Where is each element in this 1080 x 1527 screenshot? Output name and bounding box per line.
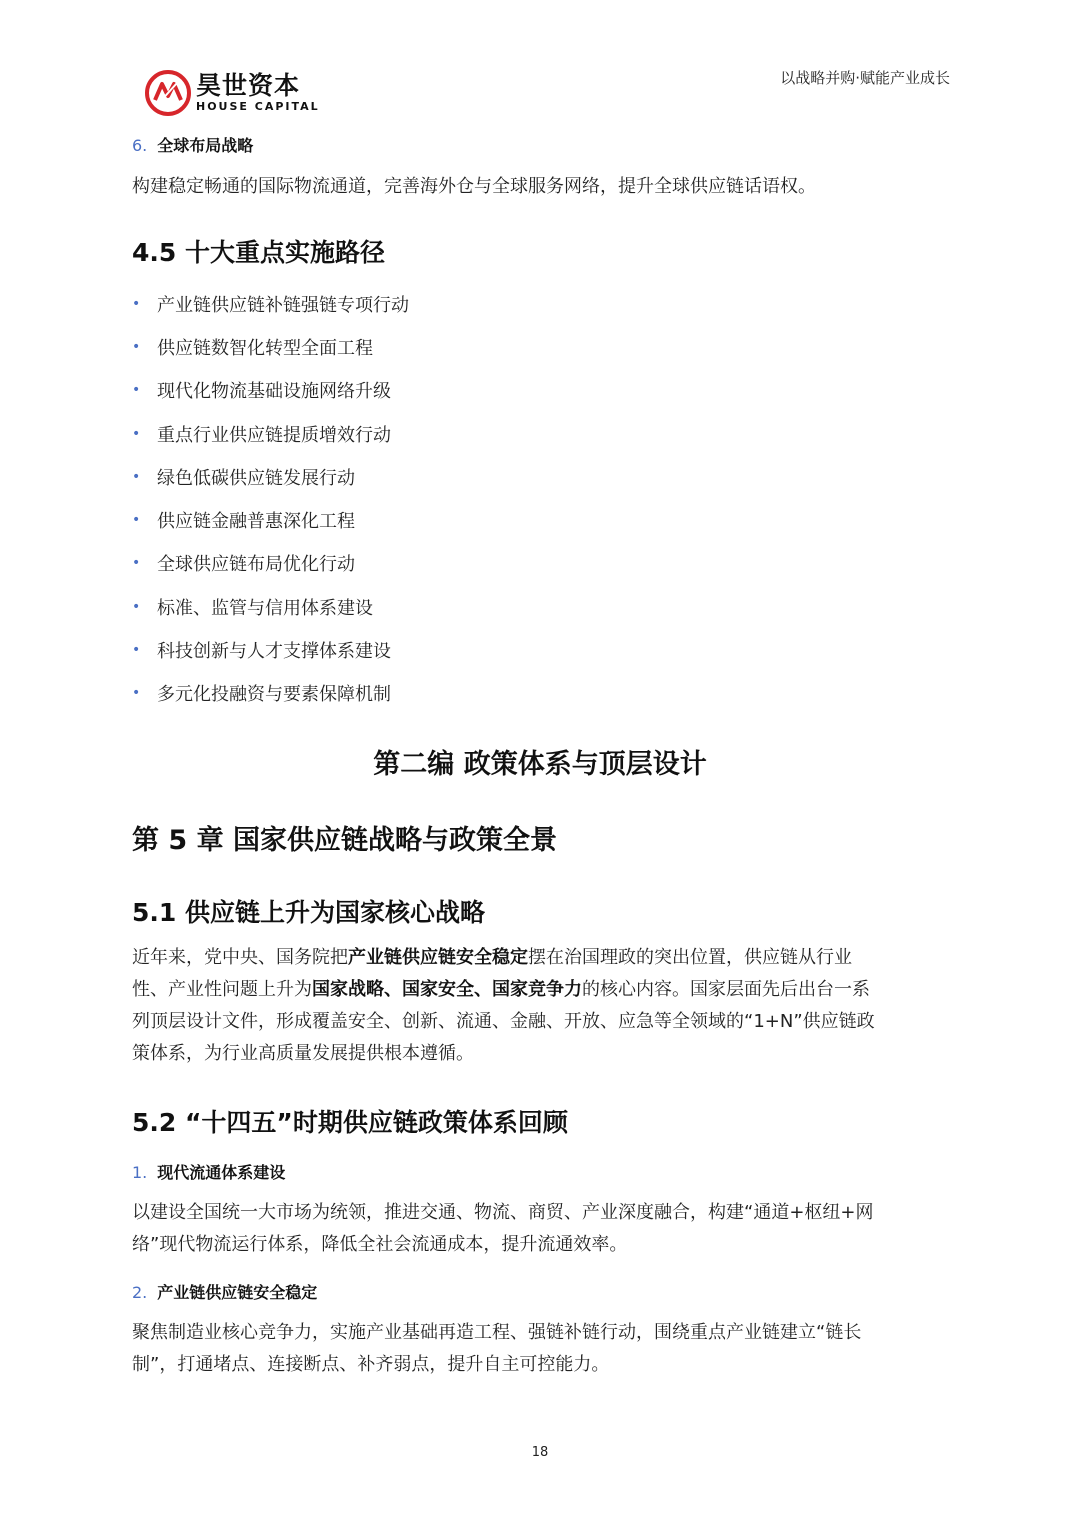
bullet-icon: • [132, 295, 141, 312]
bold-phrase: 国家战略、国家安全、国家竞争力 [312, 979, 582, 1000]
bullet-icon: • [132, 642, 141, 659]
bullet-icon: • [132, 468, 141, 485]
list-item: • 标准、监管与信用体系建设 [132, 597, 373, 619]
paragraph-line: 列顶层设计文件，形成覆盖安全、创新、流通、金融、开放、应急等全领域的“1+N”供应链政 [132, 1011, 875, 1032]
numbered-heading-6 [132, 133, 253, 156]
list-item: • 全球供应链布局优化行动 [132, 554, 355, 576]
paragraph-sec6: 构建稳定畅通的国际物流通道，完善海外仓与全球服务网络，提升全球供应链话语权。 [132, 176, 816, 197]
page-number: 18 [531, 1445, 549, 1460]
bullet-icon: • [132, 685, 141, 702]
header-slogan: 以战略并购·赋能产业成长 [780, 69, 950, 87]
list-item: • 现代化物流基础设施网络升级 [132, 381, 391, 403]
heading-number: 6. [132, 136, 148, 155]
bullet-list [132, 282, 409, 715]
logo-chinese-name: 昊世资本 [196, 71, 301, 100]
house-capital-logo-icon [145, 70, 191, 116]
bullet-icon: • [132, 598, 141, 615]
list-item: • 供应链金融普惠深化工程 [132, 511, 355, 533]
bullet-icon: • [132, 425, 141, 442]
heading-text: 产业链供应链安全稳定 [157, 1283, 318, 1302]
paragraph-line: 制”，打通堵点、连接断点、补齐弱点，提升自主可控能力。 [132, 1354, 610, 1375]
bullet-icon: • [132, 338, 141, 355]
numbered-heading-2 [132, 1280, 317, 1303]
numbered-heading-1 [132, 1160, 285, 1183]
list-item: • 产业链供应链补链强链专项行动 [132, 294, 409, 316]
bullet-icon: • [132, 382, 141, 399]
paragraph-line: 聚焦制造业核心竞争力，实施产业基础再造工程、强链补链行动，围绕重点产业链建立“链长 [132, 1322, 862, 1343]
list-item: • 多元化投融资与要素保障机制 [132, 684, 391, 706]
bold-phrase: 产业链供应链安全稳定 [348, 947, 528, 968]
bullet-icon: • [132, 512, 141, 529]
section-heading-4-5: 4.5 十大重点实施路径 [132, 238, 385, 267]
paragraph-line: 策体系，为行业高质量发展提供根本遵循。 [132, 1043, 474, 1064]
list-item: • 绿色低碳供应链发展行动 [132, 467, 355, 489]
paragraph-item-1 [132, 1197, 874, 1261]
heading-text: 全球布局战略 [157, 136, 254, 155]
paragraph-item-2 [132, 1317, 861, 1381]
list-item: • 供应链数智化转型全面工程 [132, 337, 373, 359]
chapter-title: 第 5 章 国家供应链战略与政策全景 [132, 825, 557, 856]
company-logo [145, 66, 320, 120]
list-item: • 科技创新与人才支撑体系建设 [132, 641, 391, 663]
logo-english-name: HOUSE CAPITAL [196, 100, 320, 113]
heading-text: 现代流通体系建设 [157, 1163, 286, 1182]
heading-number: 1. [132, 1163, 148, 1182]
paragraph-line: 近年来，党中央、国务院把产业链供应链安全稳定摆在治国理政的突出位置，供应链从行业 [132, 947, 852, 968]
list-item: • 重点行业供应链提质增效行动 [132, 424, 391, 446]
section-heading-5-1: 5.1 供应链上升为国家核心战略 [132, 898, 485, 927]
paragraph-line: 络”现代物流运行体系，降低全社会流通成本，提升流通效率。 [132, 1234, 628, 1255]
paragraph-5-1 [132, 942, 875, 1070]
bullet-icon: • [132, 555, 141, 572]
section-heading-5-2: 5.2 “十四五”时期供应链政策体系回顾 [132, 1108, 568, 1137]
paragraph-line: 性、产业性问题上升为国家战略、国家安全、国家竞争力的核心内容。国家层面先后出台一系 [132, 979, 870, 1000]
paragraph-line: 以建设全国统一大市场为统领，推进交通、物流、商贸、产业深度融合，构建“通道+枢纽+网 [132, 1202, 874, 1223]
part-title: 第二编 政策体系与顶层设计 [373, 749, 707, 780]
heading-number: 2. [132, 1283, 148, 1302]
